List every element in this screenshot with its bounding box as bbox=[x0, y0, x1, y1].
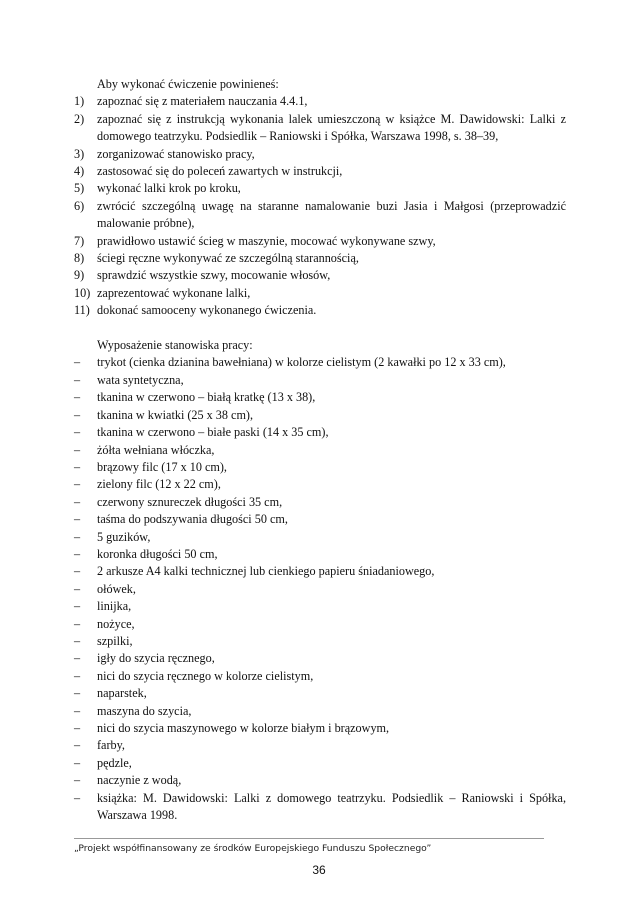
list-item-text: linijka, bbox=[97, 599, 132, 614]
dash-bullet: – bbox=[74, 564, 81, 579]
dash-bullet: – bbox=[74, 633, 81, 648]
list-item bbox=[74, 389, 566, 406]
list-marker: 2) bbox=[74, 111, 85, 126]
dash-bullet: – bbox=[74, 651, 81, 666]
list-item bbox=[74, 459, 566, 476]
dash-bullet: – bbox=[74, 390, 81, 405]
dash-bullet: – bbox=[74, 581, 81, 596]
list-item bbox=[74, 720, 566, 737]
list-item-text: farby, bbox=[97, 738, 125, 753]
list-item bbox=[74, 180, 566, 197]
dash-bullet: – bbox=[74, 494, 81, 509]
list-item-text: książka: M. Dawidowski: Lalki z domowego teatrzyku. Podsiedlik – Raniowski i Spółka, Warszawa 1998. bbox=[97, 790, 566, 823]
list-item-text: zastosować się do poleceń zawartych w instrukcji, bbox=[97, 164, 343, 179]
list-marker: 1) bbox=[74, 94, 85, 109]
list-item-text: nici do szycia ręcznego w kolorze cielistym, bbox=[97, 668, 314, 683]
dash-bullet: – bbox=[74, 442, 81, 457]
list-item bbox=[74, 407, 566, 424]
list-item bbox=[74, 616, 566, 633]
list-marker: 11) bbox=[74, 303, 90, 318]
equipment-list bbox=[74, 354, 566, 824]
steps-intro: Aby wykonać ćwiczenie powinieneś: bbox=[97, 77, 279, 91]
list-item-text: pędzle, bbox=[97, 755, 132, 770]
dash-bullet: – bbox=[74, 512, 81, 527]
list-marker: 8) bbox=[74, 251, 85, 266]
list-item-text: maszyna do szycia, bbox=[97, 703, 192, 718]
list-item bbox=[74, 267, 566, 284]
dash-bullet: – bbox=[74, 425, 81, 440]
list-marker: 5) bbox=[74, 181, 85, 196]
list-item-text: tkanina w czerwono – białe paski (14 x 35 cm), bbox=[97, 425, 329, 440]
list-item-text: naparstek, bbox=[97, 686, 147, 701]
list-item-text: zorganizować stanowisko pracy, bbox=[97, 146, 255, 161]
dash-bullet: – bbox=[74, 755, 81, 770]
list-item-text: nożyce, bbox=[97, 616, 135, 631]
list-item-text: tkanina w kwiatki (25 x 38 cm), bbox=[97, 407, 254, 422]
list-item bbox=[74, 198, 566, 233]
list-item-text: zielony filc (12 x 22 cm), bbox=[97, 477, 221, 492]
dash-bullet: – bbox=[74, 546, 81, 561]
list-item-text: 2 arkusze A4 kalki technicznej lub cienkiego papieru śniadaniowego, bbox=[97, 564, 435, 579]
list-item-text: zwrócić szczególną uwagę na staranne namalowanie buzi Jasia i Małgosi (przeprowadzić malowanie próbne), bbox=[97, 198, 566, 231]
dash-bullet: – bbox=[74, 477, 81, 492]
list-item-text: nici do szycia maszynowego w kolorze białym i brązowym, bbox=[97, 721, 390, 736]
list-item bbox=[74, 285, 566, 302]
steps-list bbox=[74, 93, 566, 319]
dash-bullet: – bbox=[74, 616, 81, 631]
list-marker: 6) bbox=[74, 198, 85, 213]
list-item-text: taśma do podszywania długości 50 cm, bbox=[97, 512, 288, 527]
list-item-text: żółta wełniana włóczka, bbox=[97, 442, 215, 457]
list-item-text: koronka długości 50 cm, bbox=[97, 546, 218, 561]
list-item bbox=[74, 563, 566, 580]
dash-bullet: – bbox=[74, 668, 81, 683]
dash-bullet: – bbox=[74, 599, 81, 614]
list-item-text: wykonać lalki krok po kroku, bbox=[97, 181, 241, 196]
list-item-text: sprawdzić wszystkie szwy, mocowanie włosów, bbox=[97, 268, 331, 283]
list-marker: 4) bbox=[74, 164, 85, 179]
page-content bbox=[74, 76, 566, 824]
dash-bullet: – bbox=[74, 773, 81, 788]
dash-bullet: – bbox=[74, 459, 81, 474]
list-item bbox=[74, 476, 566, 493]
list-item-text: trykot (cienka dzianina bawełniana) w kolorze cielistym (2 kawałki po 12 x 33 cm), bbox=[97, 355, 506, 370]
list-item bbox=[74, 650, 566, 667]
dash-bullet: – bbox=[74, 355, 81, 370]
equipment-intro: Wyposażenie stanowiska pracy: bbox=[97, 338, 253, 353]
list-item-text: brązowy filc (17 x 10 cm), bbox=[97, 459, 227, 474]
dash-bullet: – bbox=[74, 529, 81, 544]
list-item-text: czerwony sznureczek długości 35 cm, bbox=[97, 494, 283, 509]
list-item-text: naczynie z wodą, bbox=[97, 773, 182, 788]
list-item bbox=[74, 233, 566, 250]
footer-divider bbox=[74, 838, 544, 839]
list-item bbox=[74, 424, 566, 441]
list-item-text: ołówek, bbox=[97, 581, 136, 596]
list-item bbox=[74, 755, 566, 772]
list-item bbox=[74, 372, 566, 389]
list-item bbox=[74, 302, 566, 319]
list-item bbox=[74, 633, 566, 650]
section-gap bbox=[74, 320, 566, 337]
list-item bbox=[74, 146, 566, 163]
list-item bbox=[74, 529, 566, 546]
list-item bbox=[74, 598, 566, 615]
list-item-text: wata syntetyczna, bbox=[97, 372, 184, 387]
dash-bullet: – bbox=[74, 721, 81, 736]
list-marker: 3) bbox=[74, 146, 85, 161]
list-item bbox=[74, 511, 566, 528]
list-item bbox=[74, 494, 566, 511]
list-item bbox=[74, 668, 566, 685]
footer-note: „Projekt współfinansowany ze środków Europejskiego Funduszu Społecznego” bbox=[74, 843, 432, 854]
list-item bbox=[74, 737, 566, 754]
list-marker: 7) bbox=[74, 233, 85, 248]
list-item-text: zapoznać się z instrukcją wykonania lalek umieszczoną w książce M. Dawidowski: Lalki z domowego teatrzyku. Podsiedlik – Raniowski i Spółka, Warszawa 1998, s. 38–39, bbox=[97, 111, 566, 144]
list-marker: 10) bbox=[74, 285, 91, 300]
list-item-text: tkanina w czerwono – białą kratkę (13 x 38), bbox=[97, 390, 316, 405]
list-item-text: szpilki, bbox=[97, 633, 133, 648]
list-item bbox=[74, 790, 566, 825]
list-item bbox=[74, 546, 566, 563]
dash-bullet: – bbox=[74, 790, 81, 805]
list-item bbox=[74, 703, 566, 720]
list-item-text: dokonać samooceny wykonanego ćwiczenia. bbox=[97, 303, 317, 318]
dash-bullet: – bbox=[74, 372, 81, 387]
list-item-text: igły do szycia ręcznego, bbox=[97, 651, 215, 666]
list-item bbox=[74, 250, 566, 267]
list-item bbox=[74, 93, 566, 110]
list-item bbox=[74, 581, 566, 598]
list-item bbox=[74, 772, 566, 789]
list-item-text: zaprezentować wykonane lalki, bbox=[97, 285, 251, 300]
dash-bullet: – bbox=[74, 738, 81, 753]
list-item-text: ściegi ręczne wykonywać ze szczególną starannością, bbox=[97, 251, 359, 266]
list-item bbox=[74, 685, 566, 702]
dash-bullet: – bbox=[74, 407, 81, 422]
list-marker: 9) bbox=[74, 268, 85, 283]
dash-bullet: – bbox=[74, 686, 81, 701]
dash-bullet: – bbox=[74, 703, 81, 718]
list-item-text: 5 guzików, bbox=[97, 529, 151, 544]
list-item bbox=[74, 354, 566, 371]
list-item-text: prawidłowo ustawić ścieg w maszynie, mocować wykonywane szwy, bbox=[97, 233, 436, 248]
list-item-text: zapoznać się z materiałem nauczania 4.4.1, bbox=[97, 94, 308, 109]
list-item bbox=[74, 163, 566, 180]
page-number: 36 bbox=[312, 863, 326, 877]
list-item bbox=[74, 442, 566, 459]
list-item bbox=[74, 111, 566, 146]
